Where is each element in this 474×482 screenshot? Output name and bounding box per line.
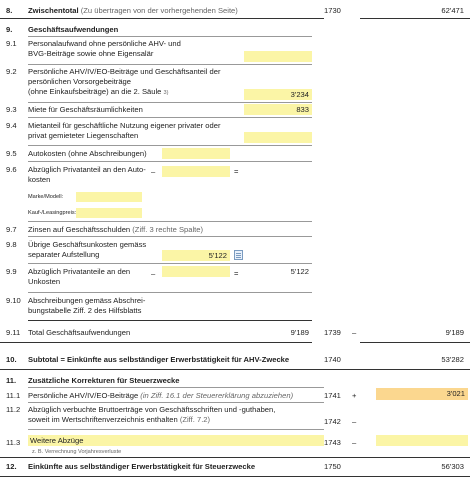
- row-number: 9.7: [6, 225, 17, 234]
- subtotal-value: 53'282: [441, 355, 464, 364]
- row-label-wrap: [28, 6, 238, 16]
- minus-sign: –: [352, 417, 357, 426]
- row-number: 9.5: [6, 149, 17, 158]
- row-label: Einkünfte aus selbständiger Erwerbstätigkeit für Steuerzwecke: [28, 462, 256, 471]
- weitere-abzuege-amount[interactable]: [376, 435, 468, 446]
- row-number: 9.9: [6, 267, 17, 276]
- abschreibungen-value: [244, 306, 312, 317]
- divider: [28, 429, 324, 430]
- row-number: 9.8: [6, 240, 17, 249]
- row-note: (Ziff. 7.2): [179, 415, 211, 424]
- label-line: Unkosten: [28, 277, 61, 286]
- label-line: Übrige Geschäftsunkosten gemäss: [28, 240, 147, 249]
- row-number: 11.3: [6, 438, 21, 447]
- divider: [28, 387, 324, 388]
- row-note: (in Ziff. 16.1 der Steuererklärung abzuziehen): [140, 391, 294, 400]
- row-number: 9.1: [6, 39, 17, 48]
- divider: [0, 18, 324, 19]
- zinsen-value: [244, 224, 312, 235]
- row-number: 11.2: [6, 405, 21, 414]
- divider: [28, 320, 312, 321]
- code-1743: 1743: [324, 438, 341, 447]
- divider: [0, 476, 470, 477]
- autokosten-field[interactable]: [162, 148, 230, 159]
- kauf-label: Kauf-/Leasingpreis:: [28, 210, 77, 216]
- code-1742: 1742: [324, 417, 341, 426]
- row-number: 9.11: [6, 328, 21, 337]
- divider: [28, 236, 312, 237]
- row-label: Weitere Abzüge: [30, 436, 84, 445]
- label-line: Abschreibungen gemäss Abschrei-: [28, 296, 146, 305]
- label-line: (ohne Einkaufsbeiträge) an die 2. Säule: [28, 87, 162, 96]
- row-number: 9.10: [6, 296, 21, 305]
- einkuenfte-value: 56'303: [441, 462, 464, 471]
- section-title: Zusätzliche Korrekturen für Steuerzwecke: [28, 376, 180, 385]
- uebrige-unkosten-field[interactable]: 5'122: [162, 250, 230, 261]
- ahv-beitraege-field[interactable]: 3'234: [244, 89, 312, 100]
- total-aufwand-result: 9'189: [445, 328, 464, 337]
- marke-label: Marke/Modell:: [28, 194, 64, 200]
- label-line: Abzüglich Privatanteil an den Auto-: [28, 165, 146, 174]
- label-line: soweit im Wertschriftenverzeichnis enthalten: [28, 415, 178, 424]
- divider: [0, 457, 470, 458]
- bruttoertraege-value: [376, 416, 468, 427]
- label-line: Mietanteil für geschäftliche Nutzung eigener privater oder: [28, 121, 221, 130]
- divider: [360, 342, 470, 343]
- row-number: 9.: [6, 25, 13, 34]
- row-label-wrap: [28, 391, 293, 401]
- code-1750: 1750: [324, 462, 341, 471]
- kaufpreis-field[interactable]: [76, 208, 142, 218]
- row-number: 9.4: [6, 121, 17, 130]
- divider: [28, 161, 312, 162]
- divider: [28, 263, 312, 264]
- minus-sign: –: [352, 438, 357, 447]
- total-aufwand-value: 9'189: [290, 328, 309, 337]
- row-label: [28, 165, 146, 185]
- divider: [28, 145, 312, 146]
- label-line: kosten: [28, 175, 51, 184]
- minus-sign: –: [151, 269, 156, 278]
- minus-sign: –: [352, 328, 357, 337]
- divider: [360, 18, 470, 19]
- row-label: Miete für Geschäftsräumlichkeiten: [28, 105, 143, 114]
- section-title: Geschäftsaufwendungen: [28, 25, 119, 34]
- divider: [28, 36, 312, 37]
- row-label: Subtotal = Einkünfte aus selbständiger Erwerbstätigkeit für AHV-Zwecke: [28, 355, 290, 364]
- row-label-wrap: [28, 225, 203, 235]
- zwischentotal-value: 62'471: [441, 6, 464, 15]
- weitere-abzuege-field[interactable]: [28, 435, 324, 446]
- label-line: Persönliche AHV/IV/EO-Beiträge und Geschäftsanteil der: [28, 67, 221, 76]
- miete-field[interactable]: 833: [244, 104, 312, 115]
- privatanteile-unkosten-field[interactable]: [162, 266, 230, 277]
- divider: [28, 292, 312, 293]
- row-label: [28, 39, 181, 59]
- equals-sign: =: [234, 167, 239, 176]
- label-line: Abzüglich Privatanteile an den: [28, 267, 131, 276]
- row-number: 9.3: [6, 105, 17, 114]
- row-label: Zwischentotal: [28, 6, 79, 15]
- row-label: [28, 296, 145, 316]
- row-number: 11.: [6, 376, 17, 385]
- row-number: 8.: [6, 6, 13, 15]
- code-1740: 1740: [324, 355, 341, 364]
- divider: [28, 64, 312, 65]
- unkosten-result: 5'122: [244, 266, 312, 277]
- divider: [28, 102, 312, 103]
- label-line: privat gemieteter Liegenschaften: [28, 131, 139, 140]
- document-icon[interactable]: [234, 250, 243, 260]
- marke-field[interactable]: [76, 192, 142, 202]
- autokosten-result: [244, 166, 312, 177]
- label-line: Abzüglich verbuchte Bruttoerträge von Geschäftsschriften und -guthaben,: [28, 405, 276, 414]
- divider: [28, 117, 312, 118]
- hint-text: z. B. Verrechnung Vorjahresverluste: [32, 449, 122, 455]
- row-label: Persönliche AHV/IV/EO-Beiträge: [28, 391, 139, 400]
- label-line: persönlichen Vorsorgebeiträge: [28, 77, 132, 86]
- mietanteil-field[interactable]: [244, 132, 312, 143]
- row-note: (Ziff. 3 rechte Spalte): [132, 225, 204, 234]
- row-label: [28, 267, 130, 287]
- code-1730: 1730: [324, 6, 341, 15]
- label-line: bungstabelle Ziff. 2 des Hilfsblatts: [28, 306, 142, 315]
- label-line: separater Aufstellung: [28, 250, 100, 259]
- footnote: 3): [163, 90, 169, 96]
- code-1739: 1739: [324, 328, 341, 337]
- row-number: 9.6: [6, 165, 17, 174]
- personalaufwand-field[interactable]: [244, 51, 312, 62]
- minus-sign: –: [151, 167, 156, 176]
- row-label: Total Geschäftsaufwendungen: [28, 328, 131, 337]
- row-label: [28, 67, 220, 98]
- ahv-korrektur-field[interactable]: 3'021: [376, 388, 468, 400]
- divider: [0, 342, 312, 343]
- row-number: 9.2: [6, 67, 17, 76]
- plus-sign: +: [352, 391, 357, 400]
- row-label: [28, 240, 146, 260]
- divider: [0, 369, 470, 370]
- equals-sign: =: [234, 269, 239, 278]
- code-1741: 1741: [324, 391, 341, 400]
- row-label: Autokosten (ohne Abschreibungen): [28, 149, 147, 158]
- row-number: 12.: [6, 462, 17, 471]
- label-line: Personalaufwand ohne persönliche AHV- und: [28, 39, 181, 48]
- divider: [28, 402, 324, 403]
- row-label: Zinsen auf Geschäftsschulden: [28, 225, 131, 234]
- row-number: 10.: [6, 355, 17, 364]
- privatanteil-auto-field[interactable]: [162, 166, 230, 177]
- row-note: (Zu übertragen von der vorhergehenden Seite): [80, 6, 238, 15]
- row-label: [28, 121, 220, 141]
- label-line: BVG-Beiträge sowie ohne Eigensalär: [28, 49, 154, 58]
- divider: [28, 221, 312, 222]
- row-label: [28, 405, 275, 425]
- row-number: 11.1: [6, 391, 21, 400]
